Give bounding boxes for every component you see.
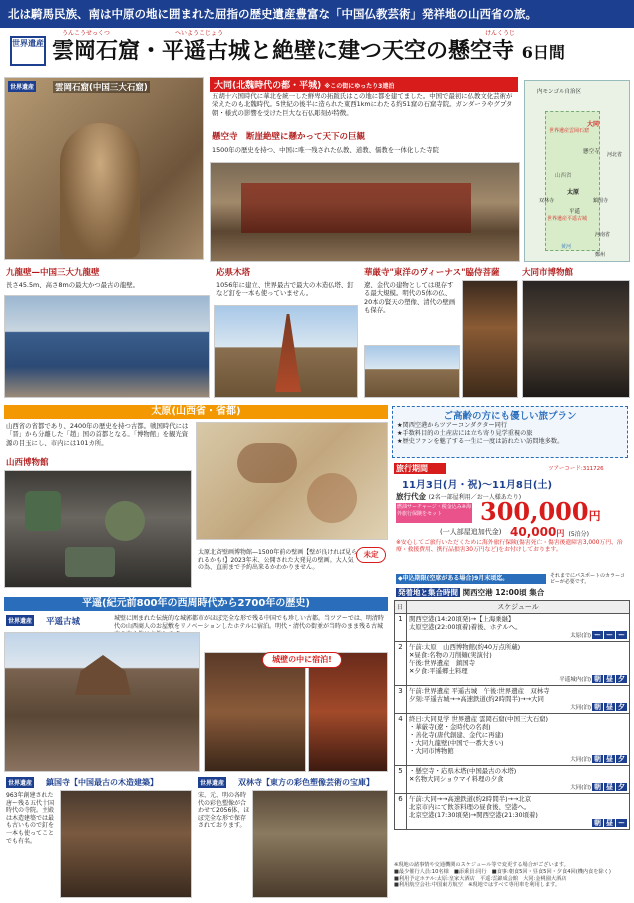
jiulongbi-caption: 九龍壁—中国三大九龍壁 — [6, 268, 100, 278]
meal-badge: 夕 — [618, 783, 625, 791]
meeting-info: 発着地と集合時間 関西空港 12:00頃 集合 — [398, 588, 545, 597]
schedule-line: 太原空港(22:00頃着)着後、ホテルへ。 — [409, 623, 522, 631]
shuanglin-photo — [252, 790, 388, 898]
shuanglin-text: 宋、元、明の各時代の彩色塑像が合わせて2056体、ほぼ完全な形で保存されております。 — [198, 792, 250, 830]
schedule-row — [395, 714, 630, 766]
meal-badge: ー — [606, 631, 613, 639]
meal-badge: 昼 — [606, 675, 613, 683]
schedule-line: 終日:大同見学 世界遺産 雲岡石窟(中国三大石窟) — [409, 715, 549, 723]
day-col-header: 日 — [395, 601, 407, 614]
overnight-city: 大同(泊) — [570, 785, 591, 791]
datong-museum-photo — [522, 280, 630, 398]
schedule-table — [394, 600, 630, 830]
tour-code: ツアーコード:311726 — [548, 466, 604, 472]
stay-inside-wall-badge: 城壁の中に宿泊! — [262, 652, 342, 668]
overnight-city: 太原(泊) — [570, 633, 591, 639]
single-room-label: (一人部屋追加代金) — [440, 528, 502, 536]
shuanglin-caption: 双林寺【東方の彩色塑像芸術の宝庫】 — [238, 778, 374, 787]
schedule-line: 夕刻:平遥古城→→高速鉄道(約2時間半)→→大同 — [409, 695, 544, 703]
day-number: 6 — [395, 794, 407, 830]
pingyao-name: 平遥古城 — [46, 617, 81, 627]
schedule-header: スケジュール — [407, 601, 630, 614]
day-number: 5 — [395, 766, 407, 794]
pingyao-text: 城壁に囲まれた伝統的な城郭都市がほぼ完全な形で残る中国でも珍しい古都。当ツアーでは、明清時代の山西商人のお屋敷をリノベーションしたホテルに宿泊。明代・清代の街並が当時のまま残る古城 — [114, 615, 384, 630]
schedule-row — [395, 642, 630, 686]
period-label: 旅行期間 — [394, 463, 446, 474]
region-map: 内モンゴル自治区 大同 世界遺産雲岡石窟 懸空寺 山西省 河北省 太原 平遥 世界遺産平遥古城 双林寺 鎮国寺 河南省 黄河 鄭州 — [524, 80, 630, 262]
yungang-caption: 雲岡石窟(中国三大石窟) — [55, 83, 148, 93]
schedule-row — [395, 794, 630, 830]
zhenguo-photo — [60, 790, 192, 898]
schedule-row — [395, 614, 630, 642]
meal-badge: 朝 — [594, 783, 601, 791]
title-ruby-yungang: うんこうせっくつ — [62, 30, 110, 37]
meal-badge: 昼 — [606, 703, 613, 711]
muta-caption: 応県木塔 — [216, 268, 251, 278]
shanxi-museum-caption: 山西博物館 — [6, 458, 49, 468]
schedule-line: 午後:世界遺産 鎮国寺 — [409, 659, 476, 667]
schedule-line: 関西空港(14:20頃発)→【上海乗継】 — [409, 615, 515, 623]
schedule-line: ・大同市博物館 — [409, 747, 454, 755]
schedule-row — [395, 766, 630, 794]
meal-badge: 朝 — [594, 703, 601, 711]
day-number: 3 — [395, 686, 407, 714]
meal-badge: 朝 — [594, 675, 601, 683]
meal-badge: 昼 — [606, 819, 613, 827]
mural-text: 太原北斉壁画博物館—1500年前の壁画【壁が良ければ見られるかも!】2023年末、公開された大発見の壁画。大人気の為、直前まで予約出来るかわかりません。 — [198, 549, 358, 572]
meal-badge: ー — [594, 631, 601, 639]
apply-deadline: ◆申込期限(空席がある場合)9月末頃迄。 — [396, 574, 546, 584]
schedule-line: 午前:太原 山西博物館(約40万点所蔵) — [409, 643, 521, 651]
datong-header: 大同(北魏時代の都・平城) ※この街にゆったり3連泊 — [210, 77, 518, 92]
meal-badge: 朝 — [594, 755, 601, 763]
senior-plan-box: ご高齢の方にも優しい旅プラン ★関西空港からツアーコンダクター同行 ★手数料目的の土産店には立ち寄り見学重視の旅 ★歴史ファンを魅了する一生に一度は訪れたい訪問地多数。 — [392, 406, 628, 458]
title-ruby-pingyao: へいようこじょう — [175, 30, 224, 37]
fuel-included-badge: 燃油サーチャージ・税金込み※海外旅行保険をセット — [396, 503, 472, 523]
schedule-line: ✕昼食:名物の刀削麺(実演付) — [409, 651, 492, 659]
shanxi-museum-photo — [4, 470, 192, 588]
xuankong-photo — [210, 162, 520, 262]
tour-price: 300,000円 — [480, 497, 601, 526]
schedule-line: ・懸空寺・応県木塔(中国最古の木塔) — [409, 767, 517, 775]
insurance-note: ※安心してご旅行いただくために海外旅行保険(傷害死亡・傷害後遺障害3,000万円、治療・救援費用、携行品損害30万円など)をお付けしております。 — [396, 540, 623, 554]
taiyuan-text: 山西省の省都であり、2400年の歴史を持つ古都。戦国時代には「晋」から分離した「趙」国の首都となる。「博物館」を観光資源の目玉にし、市内には101カ所。 — [6, 422, 189, 447]
meal-badge: 昼 — [606, 755, 613, 763]
page-title: 雲岡石窟・平遥古城と絶壁に建つ天空の懸空寺 6日間 — [52, 38, 565, 64]
schedule-line: 午前:世界遺産 平遥古城 午後:世界遺産 双林寺 — [409, 687, 550, 695]
meal-badge: 夕 — [618, 675, 625, 683]
passport-note: それまでにパスポートのカラーコピーが必要です。 — [550, 573, 626, 585]
pingyao-header: 平遥(紀元前800年の西周時代から2700年の歴史) — [4, 597, 388, 611]
huayan-caption: 華厳寺"東洋のヴィーナス"脇侍菩薩 — [364, 268, 500, 278]
meal-badge: ー — [618, 631, 625, 639]
pingyao-hotel-photo — [204, 652, 306, 772]
mural-photo — [196, 422, 388, 540]
xuankong-text: 1500年の歴史を持つ、中国に唯一残された仏教、道教、儒教を一体化した寺院 — [212, 146, 439, 154]
jiulongbi-text: 長さ45.5m、高さ8mの最大かつ最古の龍壁。 — [6, 281, 139, 289]
top-banner: 北は騎馬民族、南は中原の地に囲まれた屈指の歴史遺産豊富な「中国仏教芸術」発祥地の山西省の旅。 — [0, 0, 634, 28]
day-number: 2 — [395, 642, 407, 686]
schedule-line: ✕名物大同ショウマイ料理の夕食 — [409, 775, 504, 783]
schedule-row — [395, 686, 630, 714]
footnotes: ※現地の諸事情や交通機関のスケジュール等で変更する場合がございます。 ■最少催行人員:10名様 ■添乗員:同行 ■食事:朝食5回・昼食5回・夕食4回(機内食を除く) ■利用予定ホテル:太原:皇家大酒店 平遥:雲錦成会館 大同:金桃園大酒店 ■利用航空会社:中国東方航空 ※現地ではすべて専用車を利用します。 — [394, 862, 611, 889]
yungang-photo: 世界遺産 雲岡石窟(中国三大石窟) — [4, 77, 204, 260]
overnight-city: 大同(泊) — [570, 757, 591, 763]
pingyao-city-photo — [4, 632, 200, 772]
huayan-text: 遼、金代の建物としては現存する最大規模。明代の5体の仏、20本の賢天の塑像、清代の壁画も保存。 — [364, 281, 456, 315]
pingyao-hotel-room-photo — [308, 652, 388, 772]
day-number: 4 — [395, 714, 407, 766]
schedule-line: ・善化寺(唐代創建、金代に再建) — [409, 731, 504, 739]
overnight-city: 大同(泊) — [570, 705, 591, 711]
meal-badge: 夕 — [618, 755, 625, 763]
zhenguo-text: 963年創建された唐ー残る五代十国時代の寺院。主殿は木造建築では最も古いもので釘を一本も使ってことでも有名。 — [6, 792, 55, 845]
jiulongbi-photo — [4, 295, 210, 398]
schedule-line: ・華厳寺(遼・金時代の名刹) — [409, 723, 491, 731]
overnight-city: 平遥城内(泊) — [559, 677, 591, 683]
muta-text: 1056年に建立、世界最古で最大の木造仏塔、釘など釘を一本も使っていません。 — [216, 281, 354, 298]
schedule-line: 北京空港(17:30頃発)→関西空港(21:30頃着) — [409, 811, 538, 819]
datong-museum-caption: 大同市博物館 — [522, 268, 574, 278]
travel-dates: 11月3日(月・祝)～11月8日(土) — [402, 480, 553, 491]
taiyuan-header: 太原(山西省・省都) — [4, 405, 388, 419]
schedule-line: ✕夕食:平遥郷土料理 — [409, 667, 468, 675]
pingyao-badge: 世界遺産 — [6, 615, 34, 626]
datong-text: 五胡十六国時代に華北を統一した鮮卑の拓跋氏はこの地に都を建てました。中国で最初に仏教文化芸術が栄えたのも北魏時代。5世紀の後半に造られた東西1kmにわたる約51窟の石窟寺院。ガンダーラやグプタ朝・様式の影響を受けた巨大な石仏彫刻が特徴。 — [212, 92, 513, 117]
pending-badge: 未定 — [356, 547, 386, 563]
huayan-temple-photo — [364, 345, 460, 398]
meal-badge: 朝 — [594, 819, 601, 827]
meal-badge: 昼 — [606, 783, 613, 791]
xuankong-caption: 懸空寺 断崖絶壁に懸かって天下の巨観 — [212, 132, 366, 142]
meal-badge: ー — [618, 819, 625, 827]
cost-label: 旅行代金 (2名一部屋利用／お一人様あたり) — [396, 492, 522, 501]
schedule-line: 北京市内にて飲茶料理の昼食後、空港へ。 — [409, 803, 531, 811]
schedule-line: 午前:大同→→高速鉄道(約2時間半)→→北京 — [409, 795, 532, 803]
zhenguo-caption: 鎮国寺【中国最古の木造建築】 — [46, 778, 158, 787]
title-ruby-xuankong: けんくうじ — [485, 30, 516, 37]
day-number: 1 — [395, 614, 407, 642]
meal-badge: 夕 — [618, 703, 625, 711]
single-room-price: 40,000円 (5泊分) — [510, 525, 589, 539]
schedule-line: ・大同九龍壁(中国で一番大きい) — [409, 739, 504, 747]
muta-photo — [214, 305, 358, 398]
huayan-bodhisattva-photo — [462, 280, 518, 398]
world-heritage-badge: 世界遺産 — [10, 36, 46, 66]
